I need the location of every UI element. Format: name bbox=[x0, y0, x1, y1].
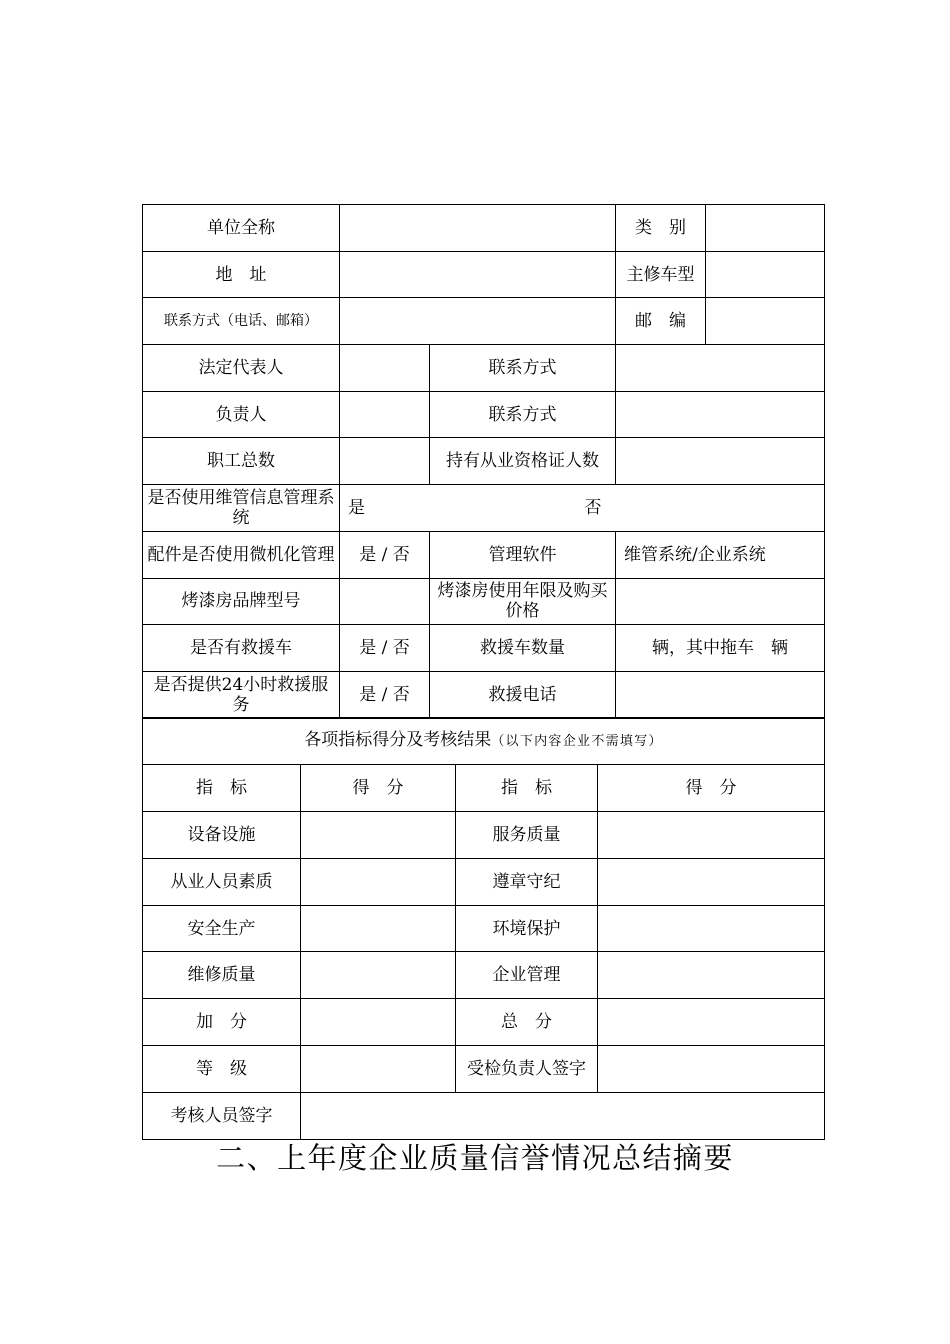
parts-computer-options[interactable]: 是 / 否 bbox=[340, 531, 430, 578]
score-header-main: 各项指标得分及考核结果 bbox=[304, 729, 492, 750]
score-field[interactable] bbox=[598, 858, 825, 905]
legal-rep-contact-field[interactable] bbox=[616, 345, 825, 392]
inspected-manager-sign-label: 受检负责人签字 bbox=[456, 1046, 598, 1093]
table-row bbox=[143, 905, 825, 952]
rescue-count-label: 救援车数量 bbox=[430, 625, 616, 672]
legal-rep-contact-label: 联系方式 bbox=[430, 345, 616, 392]
table-row bbox=[143, 999, 825, 1046]
score-header-note: （以下内容企业不需填写） bbox=[491, 733, 663, 749]
rescue-24h-options[interactable]: 是 / 否 bbox=[340, 671, 430, 718]
grade-label: 等 级 bbox=[143, 1046, 301, 1093]
table-row bbox=[143, 718, 825, 765]
table-row bbox=[143, 1093, 825, 1140]
staff-total-field[interactable] bbox=[340, 438, 430, 485]
section-title: 二、上年度企业质量信誉情况总结摘要 bbox=[216, 1141, 734, 1175]
paint-booth-years-label: 烤漆房使用年限及购买价格 bbox=[430, 578, 616, 625]
table-row bbox=[143, 251, 825, 298]
certified-staff-label: 持有从业资格证人数 bbox=[430, 438, 616, 485]
rescue-24h-label: 是否提供24小时救援服务 bbox=[143, 671, 340, 718]
staff-total-label: 职工总数 bbox=[143, 438, 340, 485]
score-field[interactable] bbox=[598, 905, 825, 952]
table-row bbox=[143, 625, 825, 672]
contact-label: 联系方式（电话、邮箱） bbox=[143, 298, 340, 345]
table-row bbox=[143, 391, 825, 438]
bonus-field[interactable] bbox=[301, 999, 456, 1046]
table-row bbox=[143, 811, 825, 858]
total-label: 总 分 bbox=[456, 999, 598, 1046]
category-label: 类 别 bbox=[616, 205, 706, 252]
score-field[interactable] bbox=[301, 952, 456, 999]
score-table bbox=[142, 717, 825, 1140]
indicator-label: 环境保护 bbox=[456, 905, 598, 952]
score-field[interactable] bbox=[301, 811, 456, 858]
parts-computer-label: 配件是否使用微机化管理 bbox=[143, 531, 340, 578]
table-row bbox=[143, 298, 825, 345]
unit-name-label: 单位全称 bbox=[143, 205, 340, 252]
table-row bbox=[143, 1046, 825, 1093]
total-field[interactable] bbox=[598, 999, 825, 1046]
indicator-label: 遵章守纪 bbox=[456, 858, 598, 905]
table-row bbox=[143, 671, 825, 718]
postcode-label: 邮 编 bbox=[616, 298, 706, 345]
info-system-label: 是否使用维管信息管理系统 bbox=[143, 485, 340, 532]
indicator-label: 设备设施 bbox=[143, 811, 301, 858]
paint-booth-years-field[interactable] bbox=[616, 578, 825, 625]
yes-option[interactable]: 是 bbox=[348, 497, 365, 518]
address-label: 地 址 bbox=[143, 251, 340, 298]
table-row bbox=[143, 205, 825, 252]
legal-rep-field[interactable] bbox=[340, 345, 430, 392]
paint-booth-brand-label: 烤漆房品牌型号 bbox=[143, 578, 340, 625]
grade-field[interactable] bbox=[301, 1046, 456, 1093]
inspected-manager-sign-field[interactable] bbox=[598, 1046, 825, 1093]
unit-name-field[interactable] bbox=[340, 205, 616, 252]
table-row bbox=[143, 952, 825, 999]
address-field[interactable] bbox=[340, 251, 616, 298]
certified-staff-field[interactable] bbox=[616, 438, 825, 485]
category-field[interactable] bbox=[706, 205, 825, 252]
inspector-sign-label: 考核人员签字 bbox=[143, 1093, 301, 1140]
mgmt-software-value[interactable]: 维管系统/企业系统 bbox=[616, 531, 825, 578]
rescue-vehicle-label: 是否有救援车 bbox=[143, 625, 340, 672]
table-row bbox=[143, 764, 825, 811]
mgmt-software-label: 管理软件 bbox=[430, 531, 616, 578]
column-header-indicator: 指 标 bbox=[143, 764, 301, 811]
manager-contact-field[interactable] bbox=[616, 391, 825, 438]
manager-field[interactable] bbox=[340, 391, 430, 438]
score-field[interactable] bbox=[598, 952, 825, 999]
table-row bbox=[143, 858, 825, 905]
postcode-field[interactable] bbox=[706, 298, 825, 345]
no-option[interactable]: 否 bbox=[584, 497, 602, 518]
rescue-vehicle-options[interactable]: 是 / 否 bbox=[340, 625, 430, 672]
indicator-label: 从业人员素质 bbox=[143, 858, 301, 905]
manager-contact-label: 联系方式 bbox=[430, 391, 616, 438]
legal-rep-label: 法定代表人 bbox=[143, 345, 340, 392]
indicator-label: 安全生产 bbox=[143, 905, 301, 952]
indicator-label: 企业管理 bbox=[456, 952, 598, 999]
contact-field[interactable] bbox=[340, 298, 616, 345]
table-row bbox=[143, 485, 825, 532]
score-table-header bbox=[143, 718, 825, 765]
info-system-options[interactable] bbox=[340, 485, 825, 532]
main-model-label: 主修车型 bbox=[616, 251, 706, 298]
score-field[interactable] bbox=[598, 811, 825, 858]
enterprise-info-table bbox=[142, 204, 825, 719]
rescue-count-value[interactable]: 辆，其中拖车 辆 bbox=[616, 625, 825, 672]
bonus-label: 加 分 bbox=[143, 999, 301, 1046]
indicator-label: 维修质量 bbox=[143, 952, 301, 999]
main-model-field[interactable] bbox=[706, 251, 825, 298]
rescue-phone-label: 救援电话 bbox=[430, 671, 616, 718]
score-field[interactable] bbox=[301, 858, 456, 905]
rescue-phone-field[interactable] bbox=[616, 671, 825, 718]
indicator-label: 服务质量 bbox=[456, 811, 598, 858]
score-field[interactable] bbox=[301, 905, 456, 952]
column-header-score: 得 分 bbox=[301, 764, 456, 811]
paint-booth-brand-field[interactable] bbox=[340, 578, 430, 625]
column-header-indicator-2: 指 标 bbox=[456, 764, 598, 811]
table-row bbox=[143, 438, 825, 485]
table-row bbox=[143, 531, 825, 578]
column-header-score-2: 得 分 bbox=[598, 764, 825, 811]
manager-label: 负责人 bbox=[143, 391, 340, 438]
table-row bbox=[143, 578, 825, 625]
table-row bbox=[143, 345, 825, 392]
inspector-sign-field[interactable] bbox=[301, 1093, 825, 1140]
